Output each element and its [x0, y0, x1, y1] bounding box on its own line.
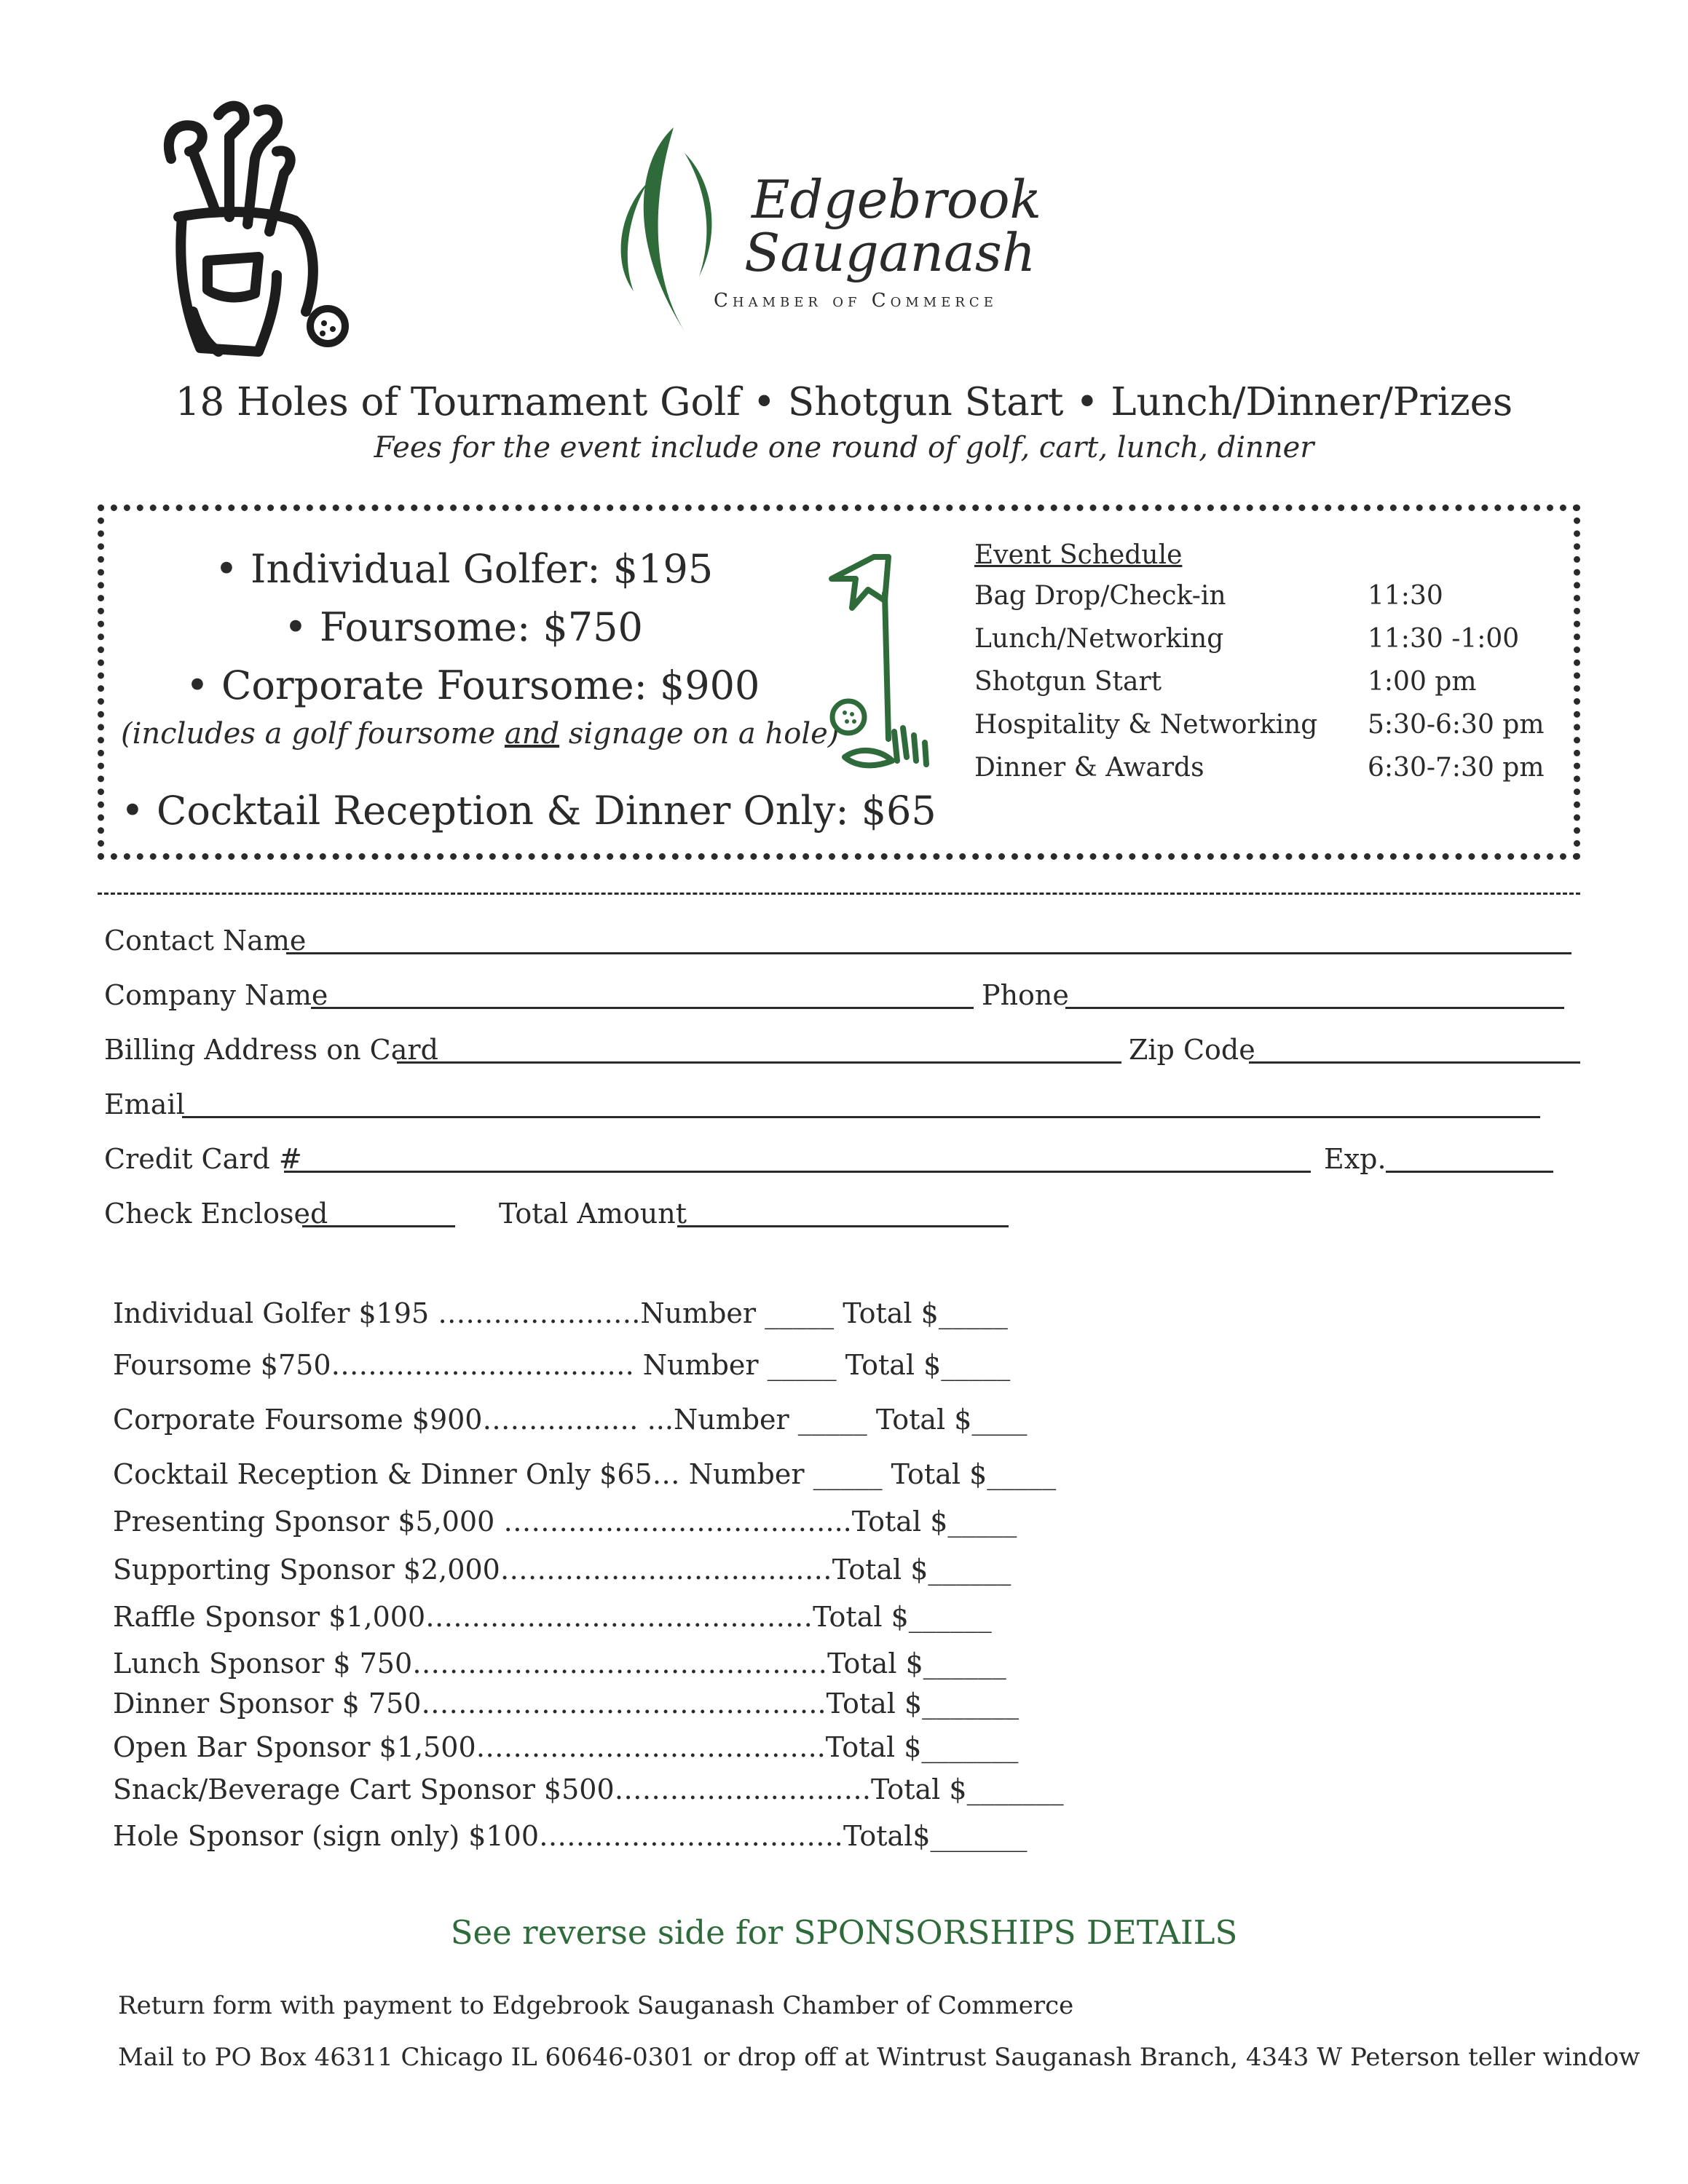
order-line-cocktail[interactable]: Cocktail Reception & Dinner Only $65… Number _____ Total $_____ — [113, 1458, 1057, 1490]
total-amount-label: Total Amount — [499, 1198, 687, 1230]
event-subline: Fees for the event include one round of golf, cart, lunch, dinner — [374, 431, 1314, 464]
order-line-lunch-sponsor[interactable]: Lunch Sponsor $ 750………………………………………Total $______ — [113, 1647, 1006, 1679]
credit-card-field[interactable] — [284, 1171, 1311, 1173]
logo-name-line1: Edgebrook — [752, 169, 1042, 230]
order-line-supporting-sponsor[interactable]: Supporting Sponsor $2,000………………………………Total $______ — [113, 1554, 1011, 1586]
company-name-field[interactable] — [311, 1007, 974, 1009]
order-line-raffle-sponsor[interactable]: Raffle Sponsor $1,000……………………………………Total $______ — [113, 1601, 992, 1633]
phone-label: Phone — [982, 979, 1069, 1011]
check-enclosed-label: Check Enclosed — [104, 1198, 328, 1230]
email-label: Email — [104, 1088, 185, 1120]
see-reverse-note: See reverse side for SPONSORSHIPS DETAILS — [450, 1913, 1238, 1952]
email-field[interactable] — [182, 1116, 1540, 1118]
zip-code-field[interactable] — [1249, 1061, 1580, 1064]
schedule-time: 1:00 pm — [1368, 667, 1477, 697]
schedule-row — [974, 753, 1557, 789]
zip-code-label: Zip Code — [1129, 1034, 1255, 1066]
price-cocktail: • Cocktail Reception & Dinner Only: $65 — [121, 788, 936, 834]
order-line-foursome[interactable]: Foursome $750……………………..……. Number _____ Total $_____ — [113, 1349, 1011, 1381]
contact-name-field[interactable] — [286, 952, 1571, 954]
schedule-row — [974, 624, 1557, 660]
check-enclosed-field[interactable] — [302, 1225, 455, 1227]
schedule-time: 11:30 — [1368, 581, 1443, 611]
price-corporate-note: (includes a golf foursome and signage on a hole) — [121, 717, 840, 751]
logo-name-line2: Sauganash — [744, 222, 1036, 283]
order-line-open-bar-sponsor[interactable]: Open Bar Sponsor $1,500………………………………..Total $_______ — [113, 1731, 1019, 1763]
contact-name-label: Contact Name — [104, 925, 307, 957]
cut-line-divider — [98, 893, 1580, 895]
schedule-time: 6:30-7:30 pm — [1368, 753, 1545, 783]
schedule-label: Lunch/Networking — [974, 624, 1224, 654]
schedule-label: Bag Drop/Check-in — [974, 581, 1226, 611]
schedule-row — [974, 581, 1557, 617]
order-line-hole-sponsor[interactable]: Hole Sponsor (sign only) $100……………………………Total$_______ — [113, 1820, 1028, 1852]
schedule-row — [974, 710, 1557, 746]
order-line-presenting-sponsor[interactable]: Presenting Sponsor $5,000 …………..…………………...Total $_____ — [113, 1506, 1017, 1538]
order-line-corporate[interactable]: Corporate Foursome $900…………..… ...Number _____ Total $____ — [113, 1404, 1028, 1436]
billing-address-field[interactable] — [397, 1061, 1121, 1064]
schedule-row — [974, 667, 1557, 703]
exp-label: Exp. — [1324, 1143, 1387, 1175]
schedule-title: Event Schedule — [974, 540, 1183, 570]
order-line-dinner-sponsor[interactable]: Dinner Sponsor $ 750……………………………………..Total $_______ — [113, 1688, 1019, 1720]
schedule-time: 5:30-6:30 pm — [1368, 710, 1545, 740]
mail-instructions: Mail to PO Box 46311 Chicago IL 60646-0301 or drop off at Wintrust Sauganash Branch, 4343 W Peterson teller window — [118, 2043, 1641, 2072]
schedule-label: Shotgun Start — [974, 667, 1162, 697]
credit-card-label: Credit Card # — [104, 1143, 302, 1175]
price-corporate: • Corporate Foursome: $900 — [186, 662, 760, 708]
golf-flag-icon — [823, 550, 939, 775]
price-foursome: • Foursome: $750 — [284, 604, 643, 650]
golf-bag-illustration — [149, 93, 353, 363]
schedule-label: Hospitality & Networking — [974, 710, 1318, 740]
schedule-time: 11:30 -1:00 — [1368, 624, 1520, 654]
total-amount-field[interactable] — [677, 1225, 1009, 1227]
schedule-label: Dinner & Awards — [974, 753, 1204, 783]
price-individual: • Individual Golfer: $195 — [215, 546, 714, 592]
order-line-snack-cart-sponsor[interactable]: Snack/Beverage Cart Sponsor $500……………...……….Total $_______ — [113, 1773, 1064, 1805]
logo-name-line3: Chamber of Commerce — [714, 290, 998, 312]
phone-field[interactable] — [1065, 1007, 1564, 1009]
event-headline: 18 Holes of Tournament Golf • Shotgun Start • Lunch/Dinner/Prizes — [175, 380, 1513, 424]
return-instructions: Return form with payment to Edgebrook Sauganash Chamber of Commerce — [118, 1991, 1074, 2020]
order-line-individual[interactable]: Individual Golfer $195 ………………….Number _____ Total $_____ — [113, 1297, 1008, 1329]
billing-address-label: Billing Address on Card — [104, 1034, 438, 1066]
company-name-label: Company Name — [104, 979, 328, 1011]
exp-field[interactable] — [1386, 1171, 1553, 1173]
